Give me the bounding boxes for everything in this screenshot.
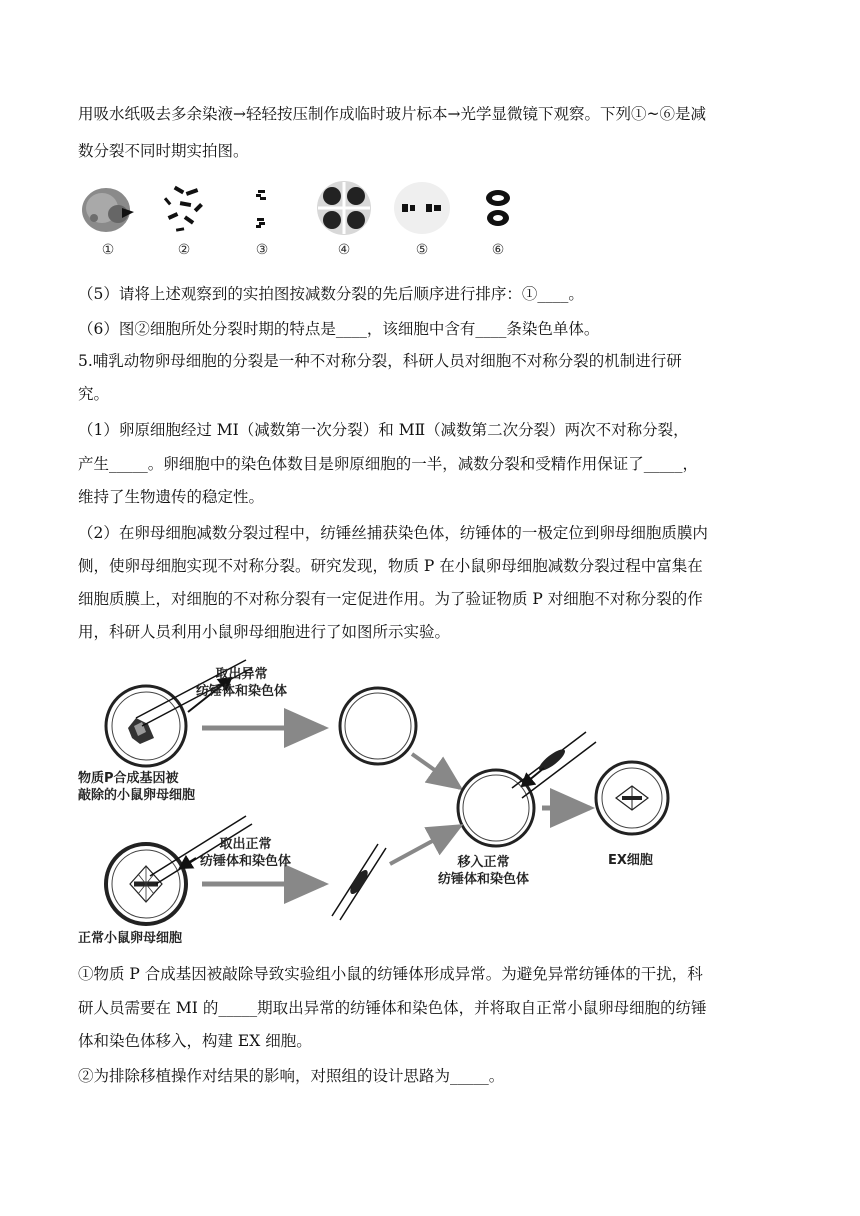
question-line: （1）卵原细胞经过 MⅠ（减数第一次分裂）和 MⅡ（减数第二次分裂）两次不对称分裂， (78, 421, 689, 439)
experiment-diagram (76, 648, 676, 950)
question-line: （6）图②细胞所处分裂时期的特点是____，该细胞中含有____条染色单体。 (78, 320, 600, 338)
micrograph-label: ③ (255, 242, 269, 258)
micrograph-label: ① (101, 242, 115, 258)
micrograph-2 (154, 178, 214, 238)
question-line: （2）在卵母细胞减数分裂过程中，纺锤丝捕获染色体，纺锤体的一极定位到卵母细胞质膜内 (78, 524, 708, 542)
question-line: 细胞质膜上，对细胞的不对称分裂有一定促进作用。为了验证物质 P 对细胞不对称分裂的作 (78, 590, 703, 608)
question-line: 用，科研人员利用小鼠卵母细胞进行了如图所示实验。 (78, 623, 451, 641)
micrograph-label: ② (177, 242, 191, 258)
micrograph-1 (78, 178, 138, 238)
question-line: ①物质 P 合成基因被敲除导致实验组小鼠的纺锤体形成异常。为避免异常纺锤体的干扰，科 (78, 965, 703, 983)
question-line: 产生_____。卵细胞中的染色体数目是卵原细胞的一半，减数分裂和受精作用保证了_____， (78, 455, 699, 473)
micrograph-label: ④ (337, 242, 351, 258)
micrograph-strip (76, 178, 516, 262)
question-line: 体和染色体移入，构建 EX 细胞。 (78, 1032, 312, 1050)
micrograph-4 (314, 178, 374, 238)
micrograph-label: ⑥ (491, 242, 505, 258)
question-line: 5.哺乳动物卵母细胞的分裂是一种不对称分裂，科研人员对细胞不对称分裂的机制进行研 (78, 352, 682, 370)
top-arrow-label: 取出异常 纺锤体和染色体 (196, 667, 288, 699)
normal-cell-label: 正常小鼠卵母细胞 (78, 931, 183, 946)
text-line: 用吸水纸吸去多余染液→轻轻按压制作成临时玻片标本→光学显微镜下观察。下列①~⑥是减 (78, 105, 706, 123)
knockout-cell-label: 物质P合成基因被 敲除的小鼠卵母细胞 (78, 771, 196, 803)
transfer-label: 移入正常 纺锤体和染色体 (438, 855, 530, 887)
normal-oocyte (106, 816, 252, 924)
ex-cell-label: EX细胞 (608, 853, 653, 868)
question-line: 侧，使卵母细胞实现不对称分裂。研究发现，物质 P 在小鼠卵母细胞减数分裂过程中富集在 (78, 557, 703, 575)
question-line: 究。 (78, 385, 110, 403)
question-line: 研人员需要在 MI 的_____期取出异常的纺锤体和染色体，并将取自正常小鼠卵母细胞的纺锤 (78, 999, 707, 1017)
question-line: ②为排除移植操作对结果的影响，对照组的设计思路为_____。 (78, 1067, 505, 1085)
question-line: 维持了生物遗传的稳定性。 (78, 488, 265, 506)
micrograph-3 (232, 178, 292, 238)
ex-cell (596, 762, 668, 834)
micrograph-label: ⑤ (415, 242, 429, 258)
bottom-arrow-label: 取出正常 纺锤体和染色体 (200, 837, 292, 869)
micrograph-5 (392, 178, 452, 238)
question-line: （5）请将上述观察到的实拍图按减数分裂的先后顺序进行排序：①____。 (78, 285, 584, 303)
micrograph-6 (468, 178, 528, 238)
text-line: 数分裂不同时期实拍图。 (78, 142, 249, 160)
recipient-oocyte (458, 732, 596, 846)
pipette-with-spindle (332, 844, 386, 920)
